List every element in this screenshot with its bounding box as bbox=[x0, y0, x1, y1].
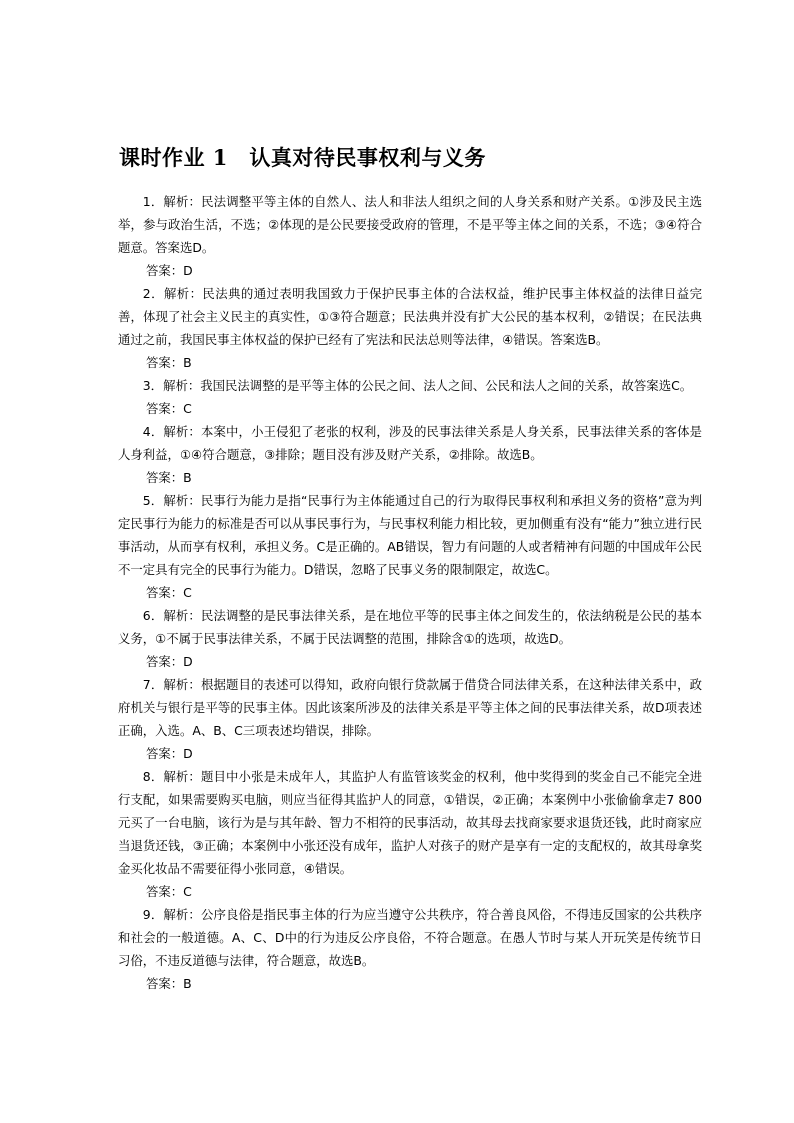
answer-line bbox=[146, 397, 702, 420]
question-item-9 bbox=[118, 903, 702, 995]
question-number: 7． bbox=[142, 677, 164, 692]
answer-value: C bbox=[183, 585, 192, 600]
answer-label: 答案： bbox=[146, 746, 184, 761]
question-number: 8． bbox=[142, 769, 164, 784]
question-item-1 bbox=[118, 190, 702, 282]
answer-label: 答案： bbox=[146, 355, 184, 370]
analysis-text: 本案中，小王侵犯了老张的权利，涉及的民事法律关系是人身关系，民事法律关系的客体是人身利益，①④符合题意，③排除；题目没有涉及财产关系，②排除。故选B。 bbox=[118, 424, 703, 462]
question-item-3 bbox=[118, 374, 702, 420]
analysis-label: 解析： bbox=[163, 608, 201, 623]
question-item-4 bbox=[118, 420, 702, 489]
question-item-7 bbox=[118, 673, 702, 765]
answer-value: D bbox=[183, 746, 193, 761]
analysis-paragraph bbox=[118, 420, 702, 466]
answer-value: C bbox=[183, 884, 192, 899]
answer-value: B bbox=[183, 976, 192, 991]
answer-label: 答案： bbox=[146, 884, 184, 899]
analysis-label: 解析： bbox=[163, 907, 201, 922]
answer-value: D bbox=[183, 263, 193, 278]
analysis-text: 民法调整平等主体的自然人、法人和非法人组织之间的人身关系和财产关系。①涉及民主选举，参与政治生活，不选；②体现的是公民要接受政府的管理，不是平等主体之间的关系，不选；③④符合题意。答案选D。 bbox=[118, 194, 703, 255]
question-number: 3． bbox=[142, 378, 164, 393]
answer-label: 答案： bbox=[146, 585, 184, 600]
analysis-text: 题目中小张是未成年人，其监护人有监管该奖金的权利，他中奖得到的奖金自己不能完全进行支配，如果需要购买电脑，则应当征得其监护人的同意，①错误，②正确；本案例中小张偷偷拿走7 800元买了一台电脑，该行为是与其年龄、智力不相符的民事活动，故其母去找商家要求退货还钱，此时商家应当退货还钱，③正确；本案例中小张还没有成年，监护人对孩子的财产是享有一定的支配权的，故其母拿奖金买化妆品不需要征得小张同意，④错误。 bbox=[118, 769, 703, 876]
answer-line bbox=[146, 972, 702, 995]
page-title: 课时作业 1 认真对待民事权利与义务 bbox=[119, 145, 486, 170]
answer-line bbox=[146, 259, 702, 282]
answer-value: B bbox=[183, 470, 192, 485]
answer-label: 答案： bbox=[146, 263, 184, 278]
analysis-label: 解析： bbox=[163, 769, 201, 784]
question-item-8 bbox=[118, 765, 702, 903]
analysis-paragraph bbox=[118, 903, 702, 972]
analysis-paragraph bbox=[118, 374, 702, 397]
question-number: 6． bbox=[142, 608, 164, 623]
analysis-label: 解析： bbox=[163, 194, 202, 209]
analysis-text: 我国民法调整的是平等主体的公民之间、法人之间、公民和法人之间的关系，故答案选C。 bbox=[200, 378, 693, 393]
answer-line bbox=[146, 466, 702, 489]
answer-line bbox=[146, 742, 702, 765]
analysis-text: 民法调整的是民事法律关系，是在地位平等的民事主体之间发生的，依法纳税是公民的基本义务，①不属于民事法律关系，不属于民法调整的范围，排除含①的选项，故选D。 bbox=[118, 608, 703, 646]
answer-value: C bbox=[183, 401, 192, 416]
analysis-text: 公序良俗是指民事主体的行为应当遵守公共秩序，符合善良风俗，不得违反国家的公共秩序和社会的一般道德。A、C、D中的行为违反公序良俗，不符合题意。在愚人节时与某人开玩笑是传统节日习俗，不违反道德与法律，符合题意，故选B。 bbox=[118, 907, 703, 968]
answer-value: D bbox=[183, 654, 193, 669]
question-number: 9． bbox=[142, 907, 164, 922]
answer-value: B bbox=[183, 355, 192, 370]
analysis-text: 民事行为能力是指“民事行为主体能通过自己的行为取得民事权利和承担义务的资格”意为判定民事行为能力的标准是否可以从事民事行为，与民事权利能力相比较，更加侧重有没有“能力”独立进行民事活动，从而享有权利，承担义务。C是正确的。AB错误，智力有问题的人或者精神有问题的中国成年公民不一定具有完全的民事行为能力。D错误，忽略了民事义务的限制限定，故选C。 bbox=[118, 493, 703, 577]
answer-label: 答案： bbox=[146, 976, 184, 991]
answer-line bbox=[146, 351, 702, 374]
analysis-paragraph bbox=[118, 489, 702, 581]
analysis-paragraph bbox=[118, 282, 702, 351]
analysis-paragraph bbox=[118, 673, 702, 742]
analysis-label: 解析： bbox=[163, 424, 201, 439]
question-number: 4． bbox=[142, 424, 164, 439]
answer-label: 答案： bbox=[146, 654, 184, 669]
analysis-paragraph bbox=[118, 190, 702, 259]
answer-line bbox=[146, 581, 702, 604]
analysis-label: 解析： bbox=[163, 378, 201, 393]
analysis-label: 解析： bbox=[163, 677, 201, 692]
answer-label: 答案： bbox=[146, 401, 184, 416]
question-number: 5． bbox=[142, 493, 164, 508]
answer-line bbox=[146, 880, 702, 903]
question-number: 1． bbox=[142, 194, 164, 209]
analysis-paragraph bbox=[118, 604, 702, 650]
answer-label: 答案： bbox=[146, 470, 184, 485]
analysis-paragraph bbox=[118, 765, 702, 880]
question-number: 2． bbox=[142, 286, 164, 301]
analysis-label: 解析： bbox=[163, 286, 203, 301]
answer-list bbox=[118, 190, 702, 995]
question-item-6 bbox=[118, 604, 702, 673]
answer-line bbox=[146, 650, 702, 673]
question-item-2 bbox=[118, 282, 702, 374]
analysis-text: 根据题目的表述可以得知，政府向银行贷款属于借贷合同法律关系，在这种法律关系中，政府机关与银行是平等的民事主体。因此该案所涉及的法律关系是平等主体之间的民事法律关系，故D项表述正确，入选。A、B、C三项表述均错误，排除。 bbox=[118, 677, 703, 738]
question-item-5 bbox=[118, 489, 702, 604]
analysis-label: 解析： bbox=[163, 493, 201, 508]
analysis-text: 民法典的通过表明我国致力于保护民事主体的合法权益，维护民事主体权益的法律日益完善，体现了社会主义民主的真实性，①③符合题意；民法典并没有扩大公民的基本权利，②错误；在民法典通过之前，我国民事主体权益的保护已经有了宪法和民法总则等法律，④错误。答案选B。 bbox=[118, 286, 703, 347]
